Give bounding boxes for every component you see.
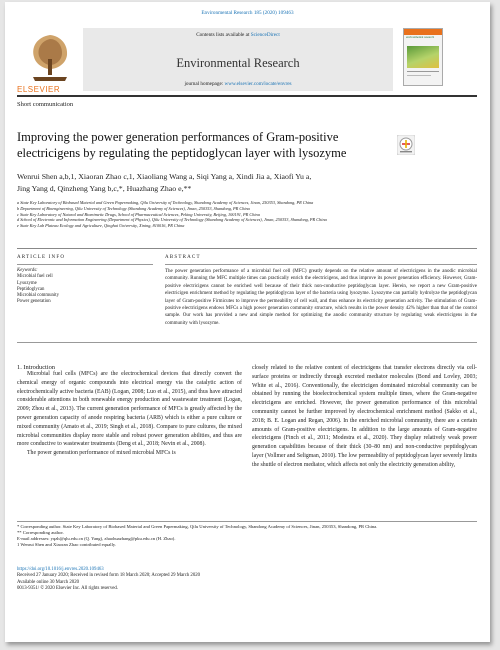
copyright: 0013-9351/ © 2020 Elsevier Inc. All rights reserved. [17,586,119,592]
cover-title: environmental research [406,35,435,39]
author-list [17,171,397,195]
body-column-left [17,370,242,458]
author-line: Jing Yang d, Qinzheng Yang b,c,*, Huazhang Zhao e,** [17,184,192,193]
footnote-corresponding: ** Corresponding author. [17,530,64,535]
journal-name: Environmental Research [176,56,300,70]
keywords-heading: Keywords: [17,268,38,273]
keyword: Power generation [17,299,51,305]
header-rule [17,95,477,97]
footnotes [17,524,477,548]
sciencedirect-link[interactable]: ScienceDirect [250,32,280,38]
article-type: Short communication [17,101,74,108]
journal-banner [83,28,393,91]
abstract-rule [165,264,477,265]
article-page [5,2,490,642]
cover-picture [407,46,439,68]
footnote-equal-contribution: 1 Wenrui Shen and Xiaoran Zhao contributed equally. [17,542,117,547]
journal-reference[interactable]: Environmental Research 185 (2020) 109463 [201,10,294,16]
article-info-heading: ARTICLE INFO [17,255,66,260]
available-online: Available online 30 March 2020 [17,579,79,585]
affiliation: e State Key Lab Plateau Ecology and Agriculture, Qinghai University, Xining, 810016, PR China [17,223,185,229]
doi-link[interactable]: https://doi.org/10.1016/j.envres.2020.109463 [17,567,104,572]
cover-line [407,75,431,76]
contents-prefix: Contents lists available at [196,32,251,38]
affiliations [17,200,477,229]
keyword: Lysozyme [17,280,37,286]
paragraph: The power generation performance of mixed microbial MFCs is [27,450,176,457]
article-title: Improving the power generation performances of Gram-positive electricigens by regulating the peptidoglycan layer with lysozyme [17,130,347,160]
affiliation: c State Key Laboratory of Natural and Biomimetic Drugs, School of Pharmaceutical Sciences, Peking University, Beijing, 100191, PR China [17,211,260,217]
section-heading: 1. Introduction [17,364,55,371]
keyword: Peptidoglycan [17,286,45,292]
publication-info [17,567,477,593]
body-column-right [252,364,477,470]
paragraph: Microbial fuel cells (MFCs) are the electrochemical devices that directly convert the chemical energy of organic compounds into electrical energy via the catalytic action of electrochemically active bacteria (EAB) (Logan, 2008; Luo et al., 2015), and thus have attracted considerable attentions in both renewable energy production and wastewater treatment (Logan, 2009; Zhou et al., 2013). The current generation performance of MFCs is greatly affected by the power generation capacity of anode respiring bacteria (ARB) which is either a pure culture or mixed community (Amato et al., 2019; Singh et al., 2018). Compare to pure cultures, the mixed microbial communities display more stable and robust power generation abilities, and thus are more conductive to wastewater treatments (Deng et al., 2018; Nevin et al., 2008). [17,371,242,448]
journal-homepage-link[interactable]: www.elsevier.com/locate/envres [224,81,292,87]
journal-cover-image[interactable] [403,28,443,86]
keyword: Microbial community [17,293,59,299]
affiliation: d School of Electronic and Information Engineering (Department of Physics), Qilu University of Technology (Shandong Academy of Sciences), Jinan, 250353, Shandong, PR China [17,217,327,223]
publisher-name: ELSEVIER [17,85,61,94]
affiliation: a State Key Laboratory of Biobased Material and Green Papermaking, Qilu University of Technology, Shandong Academy of Sciences, Jinan, 250353, Shandong, PR China [17,200,314,205]
homepage-prefix: journal homepage: [184,81,225,87]
author-line: Wenrui Shen a,b,1, Xiaoran Zhao c,1, Xiaoliang Wang a, Siqi Yang a, Xindi Jia a, Xiaofi Yu a, [17,172,312,181]
footnote-emails[interactable]: E-mail addresses: yqzh@qlu.edu.cn (Q. Yang), zhaohuazhang@pku.edu.cn (H. Zhao). [17,536,176,541]
elsevier-tree-logo [25,29,75,83]
section-rule [17,248,477,249]
abstract-bottom-rule [17,342,477,343]
info-rule [17,264,153,265]
cover-line [407,71,439,72]
footnote-corresponding: * Corresponding author. State Key Laboratory of Biobased Material and Green Papermaking, Qilu University of Technology, Shandong Academy of Sciences, Jinan, 250353, Shandong, PR China. [17,524,378,529]
abstract-heading: ABSTRACT [165,255,201,260]
keywords-block [17,268,153,306]
affiliation: b Department of Bioengineering, Qilu University of Technology (Shandong Academy of Sciences), Jinan, 250353, Shandong, PR China [17,205,250,211]
paragraph: closely related to the relative content of electricigens that transfer electrons directly via cell-surface proteins or indirectly through excreted mediator molecules (Bond and Lovley, 2003; White et al., 2016). Conventionally, the electricigen dominated microbial community can be obtained by running the bioelectrochemical system multiple times, where the Gram-negative electricigens are enriched. However, the power generation performance of this microbial community cannot be further improved by electrochemical enrichment method (Sakko et al., 2018; B. E. Logan and Regan, 2006). In the enriched microbial community, there are a certain amounts of Gram-positive electricigens. In addition to the large amounts of Gram-negative electricigens (Finch et al., 2011; Modestra et al., 2020). They display relatively weak power generation capabilities because of their thick (30–80 nm) and non-conductive peptidoglycan layer (Vollmer and Seligman, 2010). The low permeability of peptidoglycan layer severely limits the shuttle of electron mediator, which affects not only the electricity generation ability, [252,365,477,468]
keyword: Microbial fuel cell [17,274,53,280]
contents-line [83,32,393,38]
footnote-rule [17,521,477,522]
abstract-text: The power generation performance of a microbial fuel cell (MFC) greatly depends on the relative amount of electricigens in the anodic microbial community. Running the MFC multiple times can practically enrich the electricigens, and thus improve its power generation efficiency. However, Gram-positive electricigens cannot be enriched well because of their thick non-conductive peptidoglycan layer. Herein, we report a new Gram-positive electricigen enrichment method by regulating the peptidoglycan layer of the bacteria using lysozyme. Lysozyme can partially hydrolyze the peptidoglycan layer of Gram-positive Firmicutes to improve the permeability of cell wall, and thus enhance its electricity generation activity. The stimulation of Gram-positive electricigens endows MFCs a high power generation community structure, which results in the power density 42% higher than that of the control sample. Our work has provided a new and simple method for optimizing the anodic community structure by regulating weak electricigens in the community with lysozyme. [165,269,477,326]
homepage-line [83,81,393,87]
crossmark-icon[interactable] [397,135,415,155]
publication-dates: Received 27 January 2020; Received in revised form 18 March 2020; Accepted 29 March 2020 [17,573,201,579]
